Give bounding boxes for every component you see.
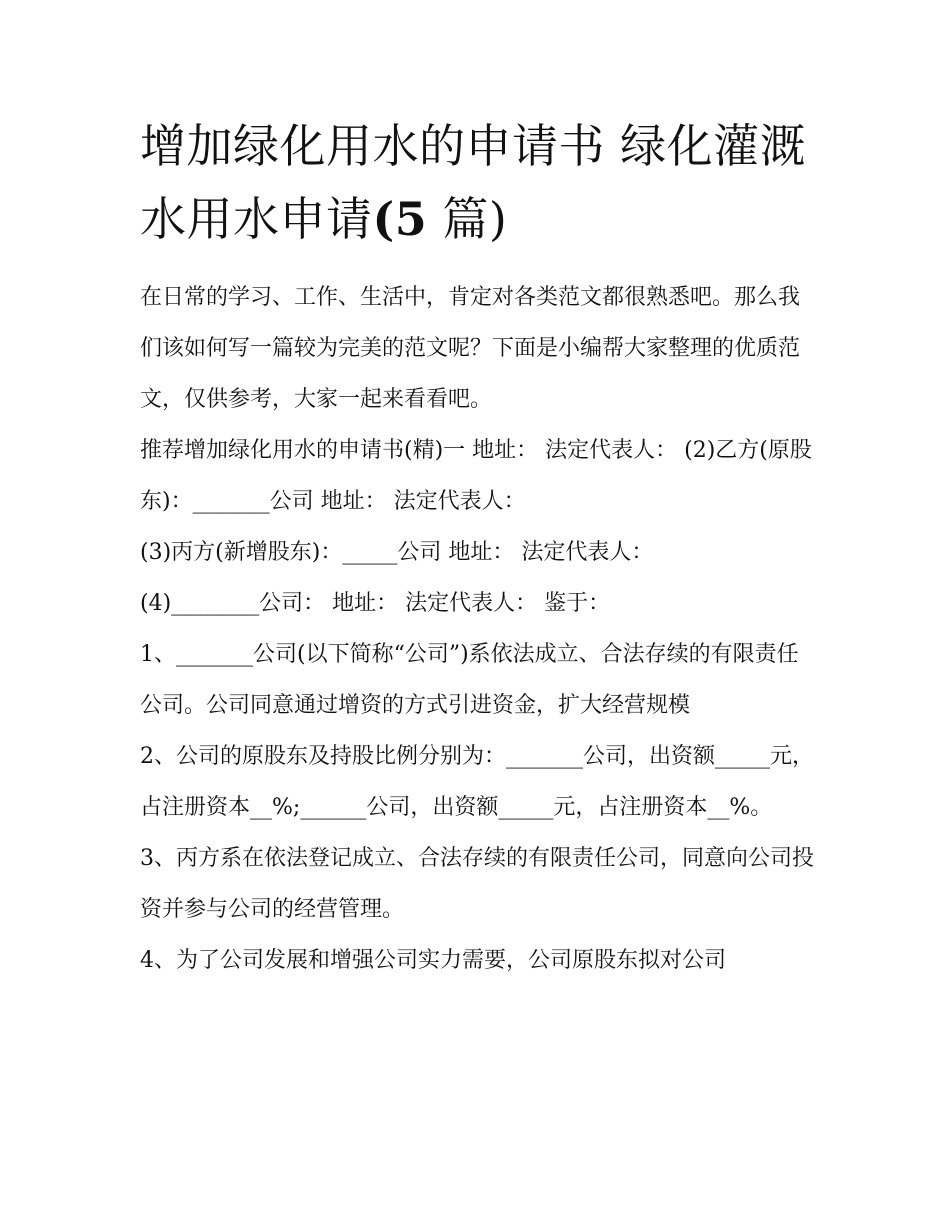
document-title: [140, 110, 820, 256]
title-text: 增加绿化用水的申请书 绿化灌溉水用水申请: [140, 119, 807, 246]
title-suffix: 篇): [427, 192, 508, 246]
clause-1-paragraph: 1、_______公司(以下简称“公司”)系依法成立、合法存续的有限责任公司。公司同意通过增资的方式引进资金，扩大经营规模: [140, 642, 799, 718]
intro-paragraph: 在日常的学习、工作、生活中，肯定对各类范文都很熟悉吧。那么我们该如何写一篇较为完美的范文呢？下面是小编帮大家整理的优质范文，仅供参考，大家一起来看看吧。: [140, 285, 801, 412]
parties-paragraph: 推荐增加绿化用水的申请书(精)一 地址： 法定代表人： (2)乙方(原股东)：_______公司 地址： 法定代表人：: [140, 438, 812, 514]
clause-3-paragraph: 3、丙方系在依法登记成立、合法存续的有限责任公司，同意向公司投资并参与公司的经营管理。: [140, 846, 814, 922]
document-body: [140, 110, 820, 986]
clause-4-paragraph: 4、为了公司发展和增强公司实力需要，公司原股东拟对公司: [140, 948, 726, 973]
party-d-paragraph: (4)________公司： 地址： 法定代表人： 鉴于：: [140, 591, 611, 616]
clause-2-paragraph: 2、公司的原股东及持股比例分别为：_______公司，出资额_____元，占注册资本__%;______公司，出资额_____元，占注册资本__%。: [140, 744, 814, 820]
title-count: (5: [372, 192, 428, 246]
party-c-paragraph: (3)丙方(新增股东)：_____公司 地址： 法定代表人：: [140, 540, 654, 565]
